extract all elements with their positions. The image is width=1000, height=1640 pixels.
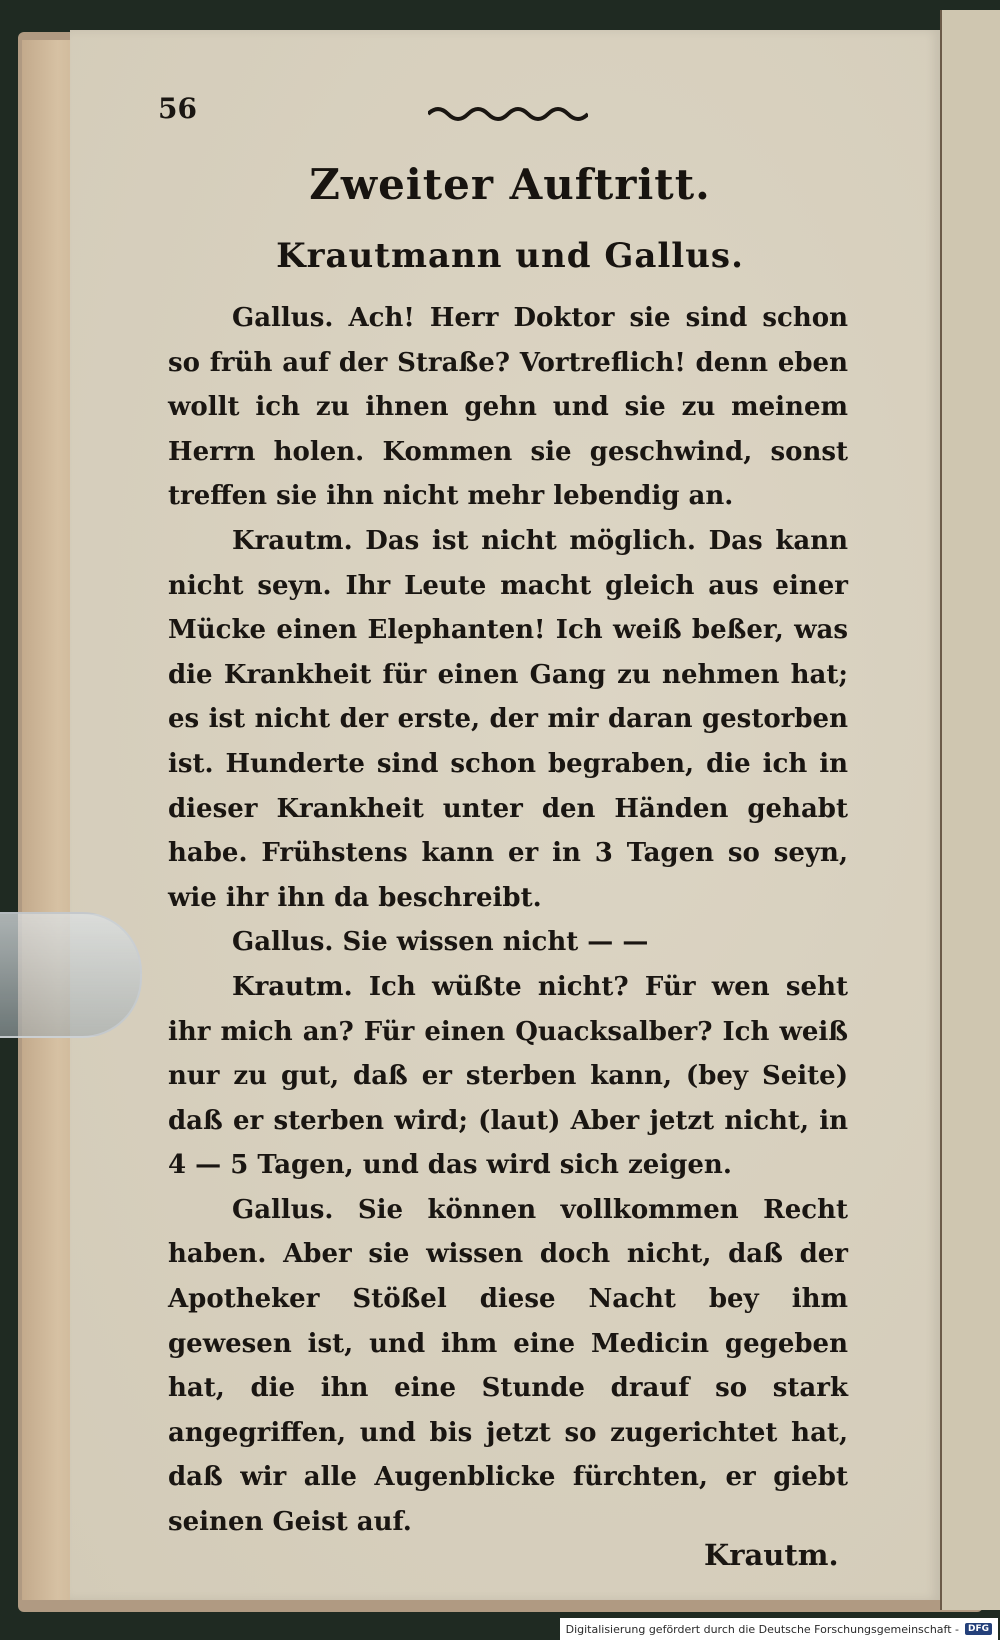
paragraph: Gallus. Ach! Herr Doktor sie sind schon so früh auf der Straße? Vortreflich! denn eben wollt ich zu ihnen gehn und sie zu meinem Herrn holen. Kommen sie geschwind, sonst treffen sie ihn nicht mehr lebendig an. bbox=[168, 303, 848, 512]
scene-characters: Krautmann und Gallus. bbox=[276, 236, 744, 276]
footer bbox=[560, 1618, 998, 1640]
scene-title: Zweiter Auftritt. bbox=[309, 160, 711, 209]
paragraph: Krautm. Das ist nicht möglich. Das kann nicht seyn. Ihr Leute macht gleich aus einer Mücke einen Elephanten! Ich weiß beßer, was die Krankheit für einen Gang zu nehmen hat; es ist nicht der erste, der mir daran gestorben ist. Hunderte sind schon begraben, die ich in dieser Krankheit unter den Händen gehabt habe. Frühstens kann er in 3 Tagen so seyn, wie ihr ihn da beschreibt. bbox=[168, 525, 848, 913]
paragraph: Gallus. Sie wissen nicht — — bbox=[232, 927, 649, 958]
dfg-logo-icon: DFG bbox=[965, 1623, 992, 1635]
paragraph: Gallus. Sie können vollkommen Recht haben. Aber sie wissen doch nicht, daß der Apotheker Stößel diese Nacht bey ihm gewesen ist, und ihm eine Medicin gegeben hat, die ihn eine Stunde drauf so stark angegriffen, und bis jetzt so zugerichtet hat, daß wir alle Augenblicke fürchten, er giebt seinen Geist auf. bbox=[168, 1194, 848, 1538]
page-clip bbox=[0, 912, 142, 1038]
catchword: Krautm. bbox=[704, 1538, 839, 1572]
page-body bbox=[168, 296, 848, 1545]
paragraph: Krautm. Ich wüßte nicht? Für wen seht ihr mich an? Für einen Quacksalber? Ich weiß nur zu gut, daß er sterben kann, (bey Seite) daß er sterben wird; (laut) Aber jetzt nicht, in 4 — 5 Tagen, und das wird sich zeigen. bbox=[168, 971, 848, 1181]
footer-text: Digitalisierung gefördert durch die Deutsche Forschungsgemeinschaft - bbox=[565, 1622, 959, 1636]
facing-page-edge bbox=[940, 10, 1000, 1610]
page-number: 56 bbox=[158, 92, 197, 125]
ornament-divider bbox=[428, 100, 588, 124]
